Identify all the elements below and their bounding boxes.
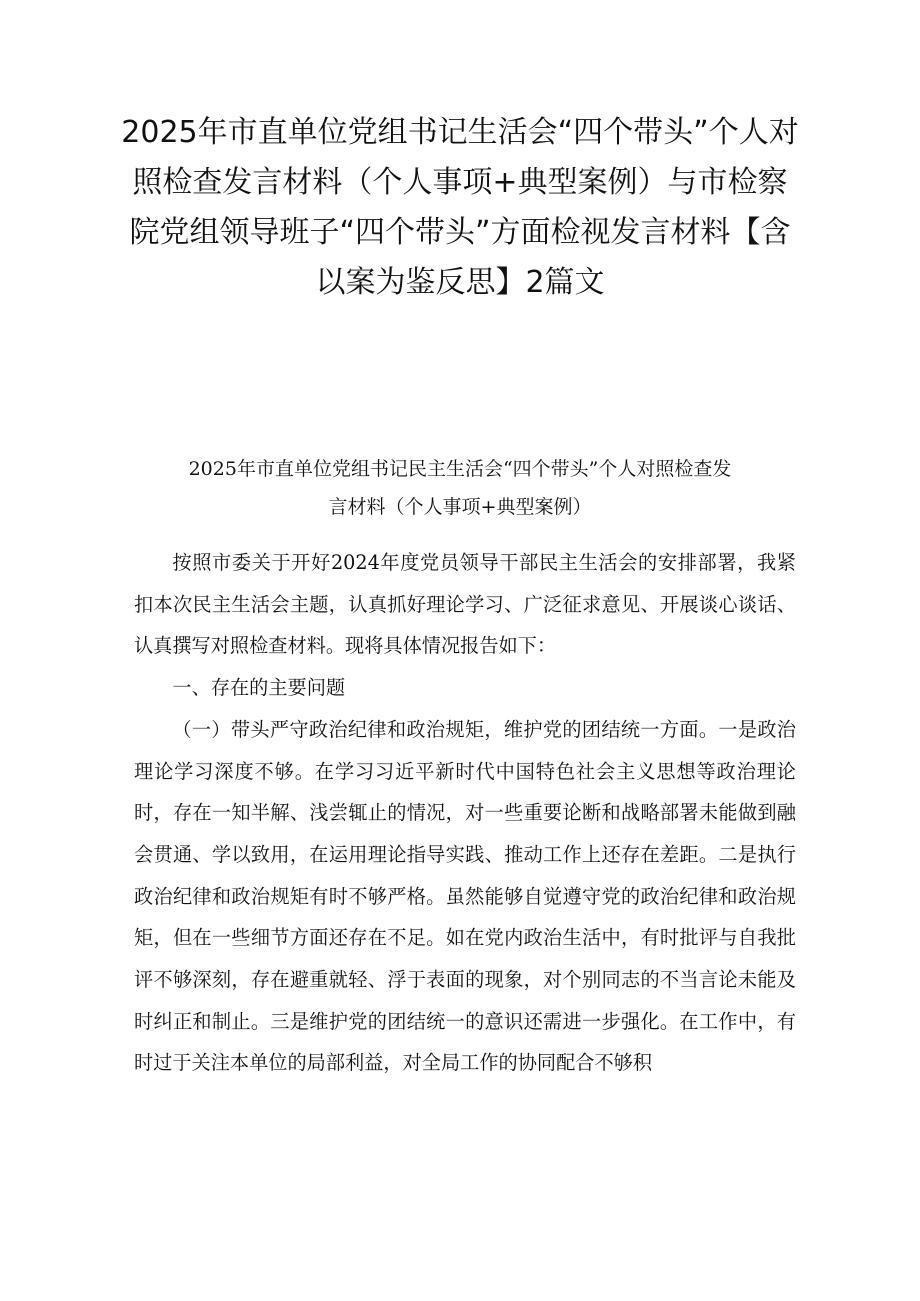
section-one-paragraph: （一）带头严守政治纪律和政治规矩，维护党的团结统一方面。一是政治理论学习深度不够。在学习习近平新时代中国特色社会主义思想等政治理论时，存在一知半解、浅尝辄止的情况，对一些重要论断和战略部署未能做到融会贯通、学以致用，在运用理论指导实践、推动工作上还存在差距。二是执行政治纪律和政治规矩有时不够严格。虽然能够自觉遵守党的政治纪律和政治规矩，但在一些细节方面还存在不足。如在党内政治生活中，有时批评与自我批评不够深刻，存在避重就轻、浮于表面的现象，对个别同志的不当言论未能及时纠正和制止。三是维护党的团结统一的意识还需进一步强化。在工作中，有时过于关注本单位的局部利益，对全局工作的协同配合不够积 bbox=[134, 717, 796, 1075]
section-subtitle bbox=[130, 450, 790, 526]
subtitle-line-2: 言材料（个人事项+典型案例） bbox=[328, 496, 592, 518]
section-heading: 一、存在的主要问题 bbox=[172, 676, 346, 700]
document-main-title: 2025年市直单位党组书记生活会“四个带头”个人对照检查发言材料（个人事项+典型案例）与市检察院党组领导班子“四个带头”方面检视发言材料【含以案为鉴反思】2篇文 bbox=[121, 115, 799, 300]
intro-paragraph: 按照市委关于开好2024年度党员领导干部民主生活会的安排部署，我紧扣本次民主生活会主题，认真抓好理论学习、广泛征求意见、开展谈心谈话、认真撰写对照检查材料。现将具体情况报告如下： bbox=[134, 551, 796, 658]
subtitle-line-1: 2025年市直单位党组书记民主生活会“四个带头”个人对照检查发 bbox=[188, 458, 732, 480]
document-body bbox=[134, 542, 796, 1084]
